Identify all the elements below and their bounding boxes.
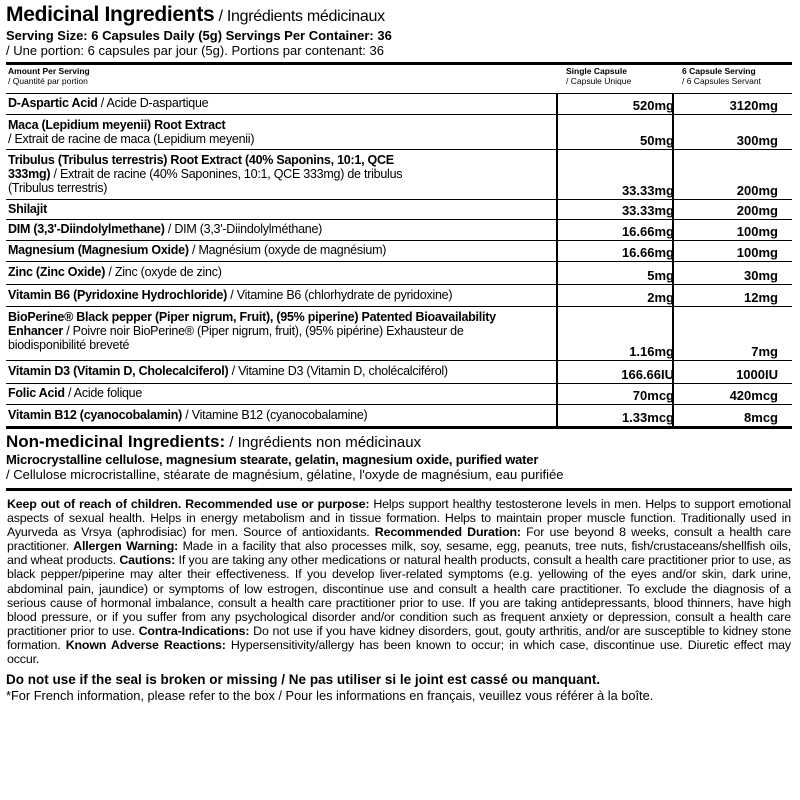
non-medicinal-title — [6, 433, 792, 452]
single-capsule-amount: 50mg — [640, 133, 674, 148]
single-capsule-amount: 166.66IU — [621, 367, 674, 382]
adverse-reactions-label: Known Adverse Reactions: — [60, 637, 226, 652]
non-medicinal-list-fr: / Cellulose microcristalline, stéarate de magnésium, gélatine, l'oxyde de magnésium, eau purifiée — [6, 467, 564, 482]
thick-divider — [6, 488, 792, 491]
ingredient-row — [6, 307, 792, 361]
adverse-reactions-text: Hypersensitivity/allergy has been known to occur; in which case, discontinue use. Diuretic effect may occur. — [7, 637, 791, 667]
six-capsule-amount: 8mcg — [744, 410, 778, 425]
keep-out-of-reach-label: Keep out of reach of children. — [7, 497, 182, 511]
ingredient-row — [6, 384, 792, 405]
ingredient-row — [6, 150, 792, 200]
ingredient-row — [6, 220, 792, 241]
six-capsule-header — [682, 67, 761, 86]
ingredient-row — [6, 285, 792, 307]
supplement-facts-panel — [6, 4, 792, 796]
ingredient-name: Zinc (Zinc Oxide) — [8, 265, 106, 279]
serving-size-french: / Une portion: 6 capsules par jour (5g). Portions par contenant: 36 — [6, 43, 384, 58]
warnings-paragraph — [6, 497, 792, 666]
ingredient-row — [6, 262, 792, 285]
ingredient-name-fr: / DIM (3,3'-Diindolylméthane) — [164, 222, 323, 236]
column-header-row — [6, 65, 792, 93]
amount-header-fr: / Quantité par portion — [8, 75, 88, 86]
recommended-duration-label: Recommended Duration: — [369, 525, 521, 540]
ingredient-name: Vitamin D3 (Vitamin D, Cholecalciferol) — [8, 364, 229, 378]
french-info-note: *For French information, please refer to the box / Pour les informations en français, veuillez vous référer à la boîte. — [6, 688, 654, 704]
six-capsule-amount: 200mg — [736, 203, 778, 218]
ingredient-name: Folic Acid — [8, 386, 65, 400]
recommended-duration-text: For use beyond 8 weeks, consult a health care practitioner. — [7, 525, 791, 554]
ingredient-name-fr: / Poivre noir BioPerine® (Piper nigrum, fruit), (95% pipérine) Exhausteur de biodisponibilité breveté — [8, 324, 464, 352]
amount-header-en: Amount Per Serving — [8, 66, 90, 76]
thick-divider — [6, 426, 792, 429]
six-capsule-amount: 100mg — [736, 245, 778, 260]
non-medicinal-title-fr: / Ingrédients non médicinaux — [225, 434, 422, 451]
ingredient-name: Magnesium (Magnesium Oxide) — [8, 243, 189, 257]
single-capsule-header — [566, 67, 631, 86]
contra-indications-label: Contra-Indications: — [134, 623, 250, 638]
non-medicinal-title-en: Non-medicinal Ingredients: — [6, 432, 226, 451]
allergen-warning-label: Allergen Warning: — [69, 539, 179, 554]
panel-title — [6, 4, 792, 28]
six-capsule-amount: 3120mg — [729, 98, 778, 113]
ingredient-row — [6, 361, 792, 384]
ingredient-name-fr: / Acide folique — [64, 386, 143, 400]
single-capsule-amount: 1.16mg — [629, 344, 674, 359]
ingredient-name: Maca (Lepidium meyenii) Root Extract — [8, 118, 226, 132]
ingredient-name-fr: / Extrait de racine (40% Saponines, 10:1, QCE 333mg) de tribulus (Tribulus terrestris) — [8, 167, 403, 195]
ingredient-name: Vitamin B6 (Pyridoxine Hydrochloride) — [8, 288, 228, 302]
single-header-en: Single Capsule — [566, 66, 627, 76]
ingredient-name-fr: / Zinc (oxyde de zinc) — [105, 265, 222, 279]
single-capsule-amount: 2mg — [647, 290, 674, 305]
ingredients-table — [6, 93, 792, 426]
ingredient-name-fr: / Vitamine B12 (cyanocobalamine) — [182, 408, 368, 422]
ingredient-name: BioPerine® Black pepper (Piper nigrum, Fruit), (95% piperine) Patented Bioavailability Enhancer — [8, 310, 496, 338]
title-french: / Ingrédients médicinaux — [214, 8, 385, 25]
single-header-fr: / Capsule Unique — [566, 75, 632, 86]
ingredient-name: Shilajit — [8, 202, 47, 216]
allergen-warning-text: Made in a facility that also processes milk, soy, sesame, egg, peanuts, tree nuts, fish/crustaceans/shellfish oils, and wheat products. — [7, 539, 791, 568]
single-capsule-amount: 1.33mcg — [621, 410, 674, 425]
six-capsule-amount: 30mg — [744, 268, 778, 283]
cautions-text: If you are taking any other medications or natural health products, consult a health care practitioner prior to use, as black pepper/piperine may alter their effectiveness. If you develop liver-related symptoms (e.g. yellowing of the eyes and/or skin, dark urine, abdominal pain, jaundice) or symptoms of low estrogen, discontinue use and consult a health care practitioner. To exclude the diagnosis of a serious cause of hormonal imbalance, consult a health care practitioner prior to use. If you are taking antidepressants, blood thinners, have high blood pressure, or if you suffer from any psychological disorder and/or condition such as frequent anxiety or depression, consult a health care practitioner prior to use. — [7, 553, 791, 638]
ingredient-name: Vitamin B12 (cyanocobalamin) — [8, 408, 183, 422]
cautions-label: Cautions: — [115, 553, 176, 568]
six-capsule-amount: 100mg — [736, 224, 778, 239]
single-capsule-amount: 33.33mg — [621, 183, 674, 198]
recommended-use-text: Helps support healthy testosterone levels in men. Helps to support emotional aspects of sexual health. Helps in energy metabolism and in tissue formation. Helps to maintain proper muscle function. Traditionally used in Ayurveda as Vrsya (aphrodisiac) for men. Source of antioxidants. — [7, 497, 791, 540]
six-header-fr: / 6 Capsules Servant — [682, 75, 761, 86]
ingredient-row — [6, 94, 792, 115]
single-capsule-amount: 5mg — [647, 268, 674, 283]
six-capsule-amount: 300mg — [736, 133, 778, 148]
six-capsule-amount: 12mg — [744, 290, 778, 305]
ingredient-name-fr: / Acide D-aspartique — [97, 96, 209, 110]
single-capsule-amount: 16.66mg — [621, 245, 674, 260]
ingredient-row — [6, 200, 792, 220]
ingredient-row — [6, 405, 792, 426]
title-english: Medicinal Ingredients — [6, 3, 215, 26]
ingredient-name-fr: / Extrait de racine de maca (Lepidium meyenii) — [8, 132, 255, 146]
seal-warning: Do not use if the seal is broken or missing / Ne pas utiliser si le joint est cassé ou manquant. — [6, 672, 601, 688]
single-capsule-amount: 33.33mg — [621, 203, 674, 218]
recommended-use-label: Recommended use or purpose: — [181, 497, 370, 511]
single-capsule-amount: 520mg — [632, 98, 674, 113]
contra-indications-text: Do not use if you have kidney disorders, gout, gouty arthritis, and/or are susceptible to kidney stone formation. — [7, 623, 791, 652]
ingredient-name-fr: / Vitamine D3 (Vitamin D, cholécalciférol) — [228, 364, 448, 378]
single-capsule-amount: 70mcg — [632, 388, 674, 403]
ingredient-row — [6, 115, 792, 150]
ingredient-name: Tribulus (Tribulus terrestris) Root Extract (40% Saponins, 10:1, QCE 333mg) — [8, 153, 394, 181]
six-capsule-amount: 200mg — [736, 183, 778, 198]
six-capsule-amount: 420mcg — [729, 388, 778, 403]
six-capsule-amount: 7mg — [751, 344, 778, 359]
ingredient-name-fr: / Vitamine B6 (chlorhydrate de pyridoxine) — [227, 288, 453, 302]
amount-per-serving-header — [8, 67, 90, 86]
serving-size-english: Serving Size: 6 Capsules Daily (5g) Servings Per Container: 36 — [6, 28, 392, 43]
ingredient-name: D-Aspartic Acid — [8, 96, 98, 110]
six-header-en: 6 Capsule Serving — [682, 66, 756, 76]
ingredient-name: DIM (3,3'-Diindolylmethane) — [8, 222, 165, 236]
single-capsule-amount: 16.66mg — [621, 224, 674, 239]
non-medicinal-list-en: Microcrystalline cellulose, magnesium stearate, gelatin, magnesium oxide, purified water — [6, 452, 539, 467]
six-capsule-amount: 1000IU — [736, 367, 778, 382]
ingredient-row — [6, 241, 792, 262]
ingredient-name-fr: / Magnésium (oxyde de magnésium) — [188, 243, 387, 257]
